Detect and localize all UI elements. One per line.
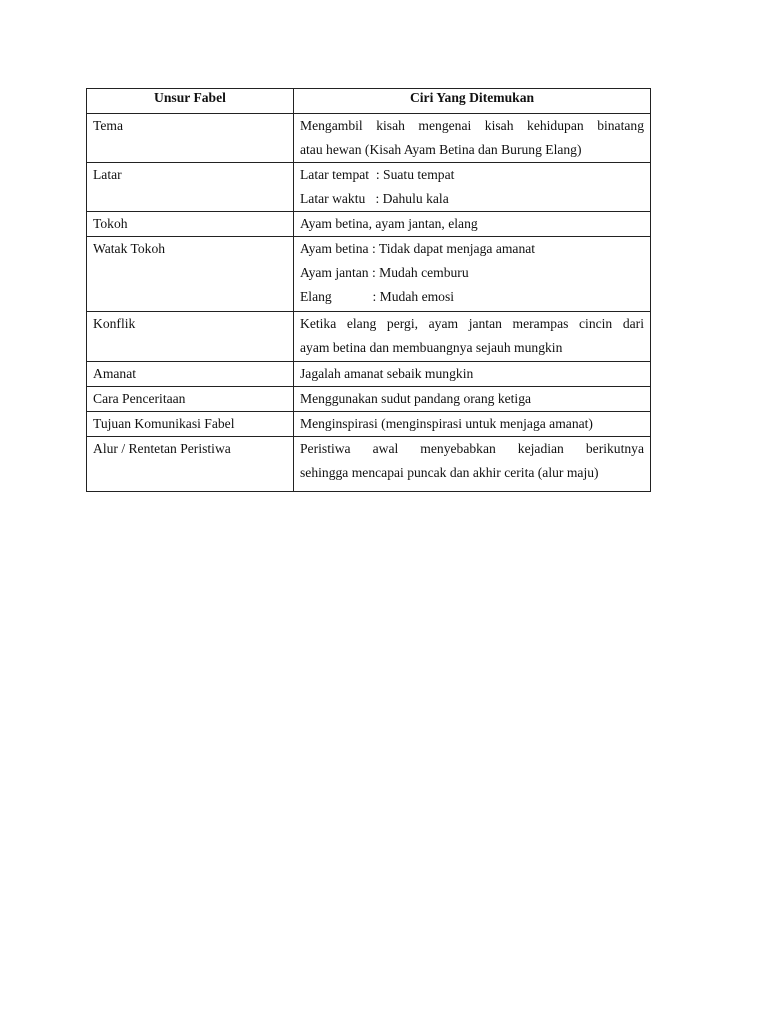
characteristic-line: Ayam betina : Tidak dapat menjaga amanat [300, 241, 536, 256]
table-row [87, 212, 651, 237]
element-cell [87, 212, 294, 237]
characteristic-line: Jagalah amanat sebaik mungkin [300, 366, 474, 381]
element-cell [87, 412, 294, 437]
fable-elements-table [86, 88, 651, 492]
header-ciri-yang-ditemukan: Ciri Yang Ditemukan [294, 89, 651, 114]
characteristic-line: Latar tempat : Suatu tempat [300, 167, 455, 182]
element-label: Latar [93, 167, 122, 182]
characteristic-cell [294, 114, 651, 163]
header-unsur-fabel: Unsur Fabel [87, 89, 294, 114]
table-row [87, 437, 651, 492]
table-row [87, 312, 651, 362]
characteristic-line: ayam betina dan membuangnya sejauh mungkin [300, 340, 563, 355]
table-row [87, 362, 651, 387]
element-cell [87, 362, 294, 387]
element-label: Cara Penceritaan [93, 391, 186, 406]
characteristic-cell [294, 387, 651, 412]
characteristic-cell [294, 412, 651, 437]
characteristic-cell [294, 237, 651, 312]
characteristic-line: Ayam jantan : Mudah cemburu [300, 265, 469, 280]
table-row [87, 114, 651, 163]
characteristic-cell [294, 212, 651, 237]
characteristic-line: Latar waktu : Dahulu kala [300, 191, 449, 206]
element-cell [87, 437, 294, 492]
characteristic-line: Elang : Mudah emosi [300, 289, 455, 304]
table-row [87, 412, 651, 437]
element-cell [87, 163, 294, 212]
element-label: Tokoh [93, 216, 128, 231]
characteristic-cell [294, 437, 651, 492]
element-cell [87, 312, 294, 362]
table-row [87, 163, 651, 212]
element-label: Alur / Rentetan Peristiwa [93, 441, 231, 456]
characteristic-line: Ketika elang pergi, ayam jantan merampas cincin dari [300, 316, 644, 331]
characteristic-line: Peristiwa awal menyebabkan kejadian berikutnya [300, 441, 644, 456]
characteristic-line: Menggunakan sudut pandang orang ketiga [300, 391, 532, 406]
characteristic-line: Mengambil kisah mengenai kisah kehidupan binatang [300, 118, 644, 133]
table-row [87, 237, 651, 312]
table-header-row [87, 89, 651, 114]
element-cell [87, 114, 294, 163]
characteristic-line: atau hewan (Kisah Ayam Betina dan Burung Elang) [300, 142, 582, 157]
element-label: Amanat [93, 366, 137, 381]
element-label: Tujuan Komunikasi Fabel [93, 416, 235, 431]
element-label: Konflik [93, 316, 136, 331]
element-cell [87, 387, 294, 412]
element-cell [87, 237, 294, 312]
characteristic-line: Menginspirasi (menginspirasi untuk menjaga amanat) [300, 416, 593, 431]
element-label: Tema [93, 118, 123, 133]
characteristic-line: Ayam betina, ayam jantan, elang [300, 216, 478, 231]
characteristic-cell [294, 362, 651, 387]
characteristic-cell [294, 312, 651, 362]
characteristic-cell [294, 163, 651, 212]
element-label: Watak Tokoh [93, 241, 166, 256]
table-row [87, 387, 651, 412]
characteristic-line: sehingga mencapai puncak dan akhir cerita (alur maju) [300, 465, 599, 480]
